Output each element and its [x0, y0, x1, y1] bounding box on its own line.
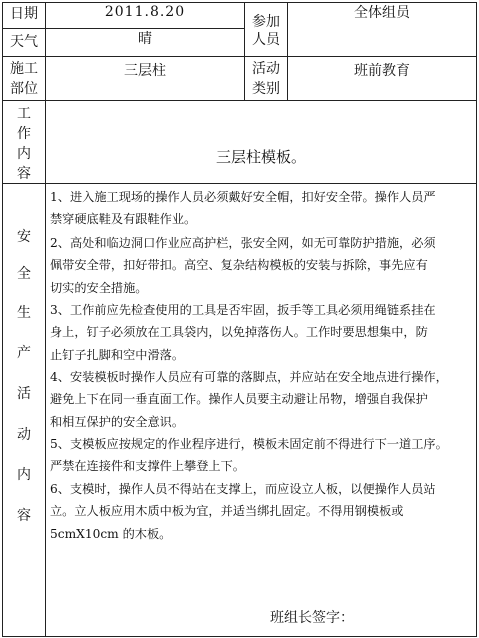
border-right: [476, 2, 477, 637]
safety-label-char-4: 产: [17, 345, 31, 361]
work-label-char-3: 内: [17, 146, 31, 162]
work-label-char-1: 工: [17, 106, 31, 122]
safety-item-2: [50, 232, 474, 299]
border-bottom: [2, 636, 477, 637]
safety-item-3-line-2: 身上，钉子必须放在工具袋内，以免掉落伤人。工作时要思想集中，防: [50, 325, 428, 340]
safety-label-char-6: 动: [17, 427, 31, 443]
safety-item-5-line-2: 严禁在连接件和支撑件上攀登上下。: [50, 459, 245, 474]
row-divider-work: [2, 183, 477, 184]
safety-item-1: [50, 186, 474, 231]
team-leader-signature-label: 班组长签字：: [270, 610, 354, 626]
safety-label-char-1: 安: [17, 229, 31, 245]
row-divider-site: [2, 100, 477, 101]
site-label-line1: 施工: [10, 61, 38, 77]
safety-item-6-line-3: 5cmX10cm 的木板。: [50, 526, 172, 541]
safety-item-6-line-1: 6、支模时，操作人员不得站在支撑上，而应设立人板，以便操作人员站: [50, 482, 436, 496]
safety-item-3-line-1: 3、工作前应先检查使用的工具是否牢固，扳手等工具必须用绳链系挂在: [50, 303, 436, 317]
safety-label-char-3: 生: [17, 305, 31, 321]
site-value: 三层柱: [124, 63, 166, 79]
safety-item-6: [50, 478, 474, 545]
safety-label-char-2: 全: [17, 266, 31, 282]
safety-item-2-line-3: 切实的安全措施。: [50, 280, 148, 295]
safety-item-4-line-3: 和相互保护的安全意识。: [50, 414, 185, 429]
activity-value: 班前教育: [354, 63, 410, 79]
work-label-char-4: 容: [17, 166, 31, 182]
safety-item-2-line-2: 佩带安全带，扣好带扣。高空、复杂结构模板的安装与拆除，事先应有: [50, 258, 428, 273]
safety-label-char-7: 内: [17, 467, 31, 483]
safety-item-4-line-1: 4、安装模板时操作人员应有可靠的落脚点，并应站在安全地点进行操作，: [50, 370, 448, 384]
participants-label-line1: 参加: [252, 14, 280, 30]
date-value: 2011.8.20: [104, 4, 186, 20]
safety-item-2-line-1: 2、高处和临边洞口作业应高护栏，张安全网，如无可靠防护措施，必须: [50, 236, 436, 250]
safety-item-4: [50, 366, 474, 433]
safety-item-6-line-2: 立。立人板应用木质中板为宜，并适当绑扎固定。不得用钢模板或: [50, 504, 404, 519]
participants-label-line2: 人员: [252, 32, 280, 48]
work-content: 三层柱模板。: [215, 148, 306, 166]
weather-value: 晴: [138, 31, 152, 47]
row-divider-weather: [2, 56, 477, 57]
safety-label-char-8: 容: [17, 508, 31, 524]
weather-label: 天气: [10, 34, 38, 50]
safety-item-3: [50, 299, 474, 366]
col-divider-labels: [45, 2, 46, 637]
safety-item-5-line-1: 5、支模板应按规定的作业程序进行，模板未固定前不得进行下一道工序。: [50, 437, 448, 451]
safety-item-4-line-2: 避免上下在同一垂直面工作。操作人员要主动避让吊物，增强自我保护: [50, 392, 428, 407]
work-label-char-2: 作: [17, 126, 31, 142]
safety-item-5: [50, 433, 474, 478]
date-label: 日期: [10, 6, 38, 22]
safety-item-1-line-2: 禁穿硬底鞋及有跟鞋作业。: [50, 212, 197, 227]
safety-item-3-line-3: 止钉子扎脚和空中滑落。: [50, 347, 185, 362]
safety-label-char-5: 活: [17, 386, 31, 402]
activity-label-line1: 活动: [252, 61, 280, 77]
safety-item-1-line-1: 1、进入施工现场的操作人员必须戴好安全帽，扣好安全带。操作人员严: [50, 190, 436, 204]
site-label-line2: 部位: [10, 81, 38, 97]
participants-value: 全体组员: [354, 5, 410, 21]
activity-label-line2: 类别: [252, 81, 280, 97]
